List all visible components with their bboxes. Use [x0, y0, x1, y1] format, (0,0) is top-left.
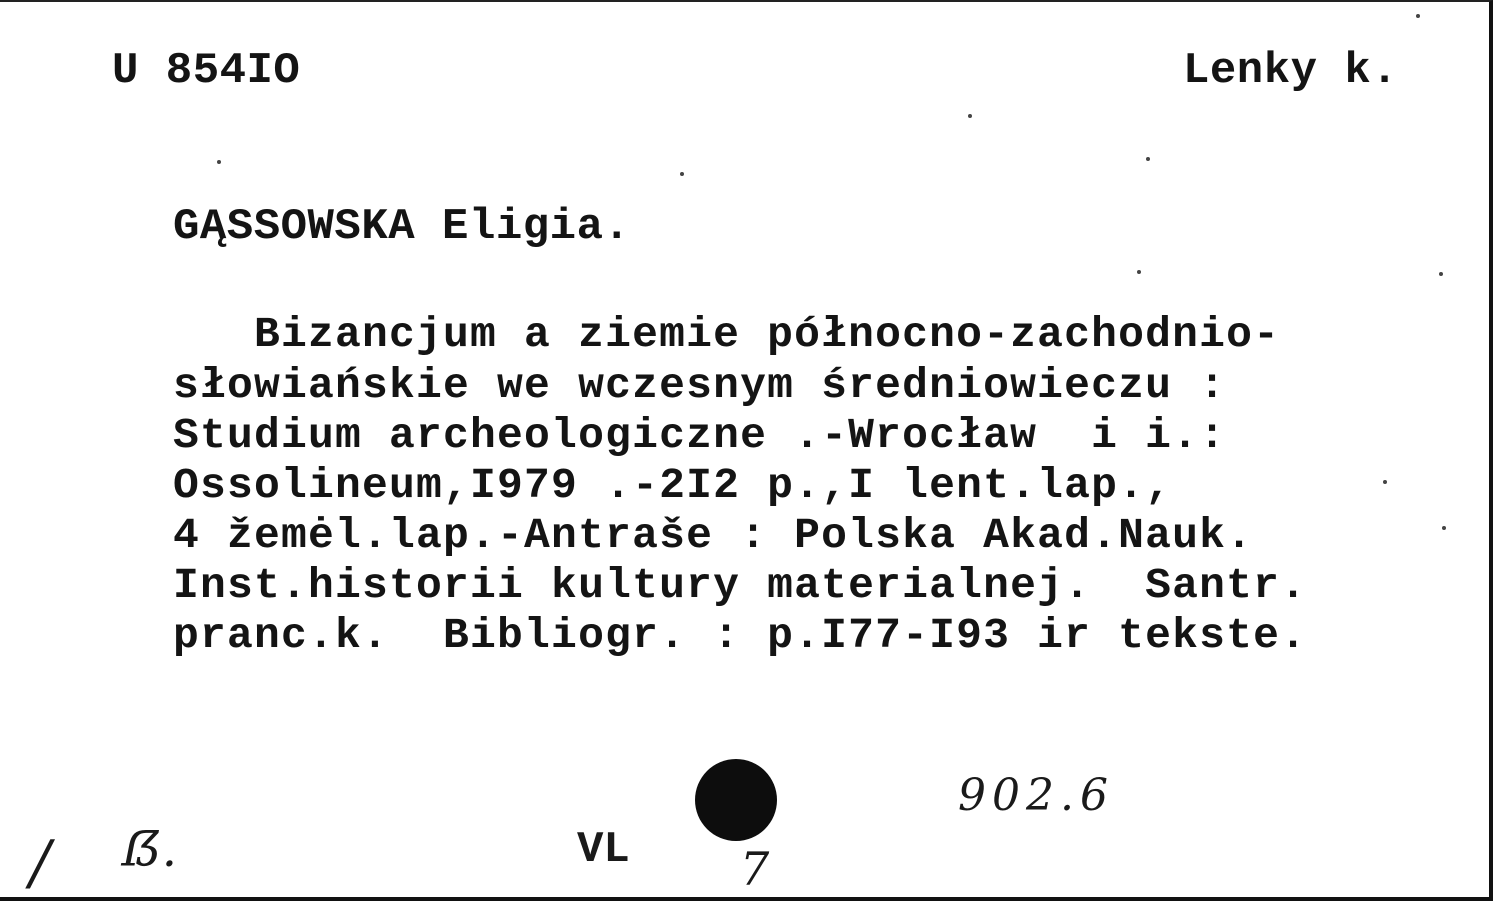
- description-line: Bizancjum a ziemie północno-zachodnio-: [173, 310, 1281, 359]
- handwritten-number: 7: [740, 842, 770, 896]
- description-line: Studium archeologiczne .-Wrocław i i.:: [173, 411, 1227, 460]
- description-line: pranc.k. Bibliogr. : p.I77-I93 ir tekste.: [173, 611, 1308, 660]
- ink-speck: [1383, 480, 1387, 484]
- ink-speck: [1137, 270, 1141, 274]
- location-code: Lenky k.: [1183, 46, 1399, 96]
- description-line: 4 žemėl.lap.-Antraše : Polska Akad.Nauk.: [173, 511, 1254, 560]
- description-line: Ossolineum,I979 .-2I2 p.,I lent.lap.,: [173, 461, 1173, 510]
- ink-speck: [1146, 157, 1150, 161]
- ink-speck: [1442, 526, 1446, 530]
- shelf-mark: VL: [577, 825, 630, 875]
- handwritten-slash: /: [30, 828, 51, 898]
- ink-speck: [217, 160, 221, 164]
- author-heading: GĄSSOWSKA Eligia.: [173, 202, 631, 252]
- ink-speck: [680, 172, 684, 176]
- ink-speck: [1439, 272, 1443, 276]
- handwritten-initials: ẞ.: [122, 822, 178, 878]
- call-number: U 854IO: [112, 46, 301, 96]
- classification-number: 902.6: [958, 770, 1114, 821]
- punch-hole: [695, 759, 777, 841]
- ink-speck: [1416, 14, 1420, 18]
- description-line: Inst.historii kultury materialnej. Santr.: [173, 561, 1308, 610]
- ink-speck: [968, 114, 972, 118]
- description-line: słowiańskie we wczesnym średniowieczu :: [173, 361, 1227, 410]
